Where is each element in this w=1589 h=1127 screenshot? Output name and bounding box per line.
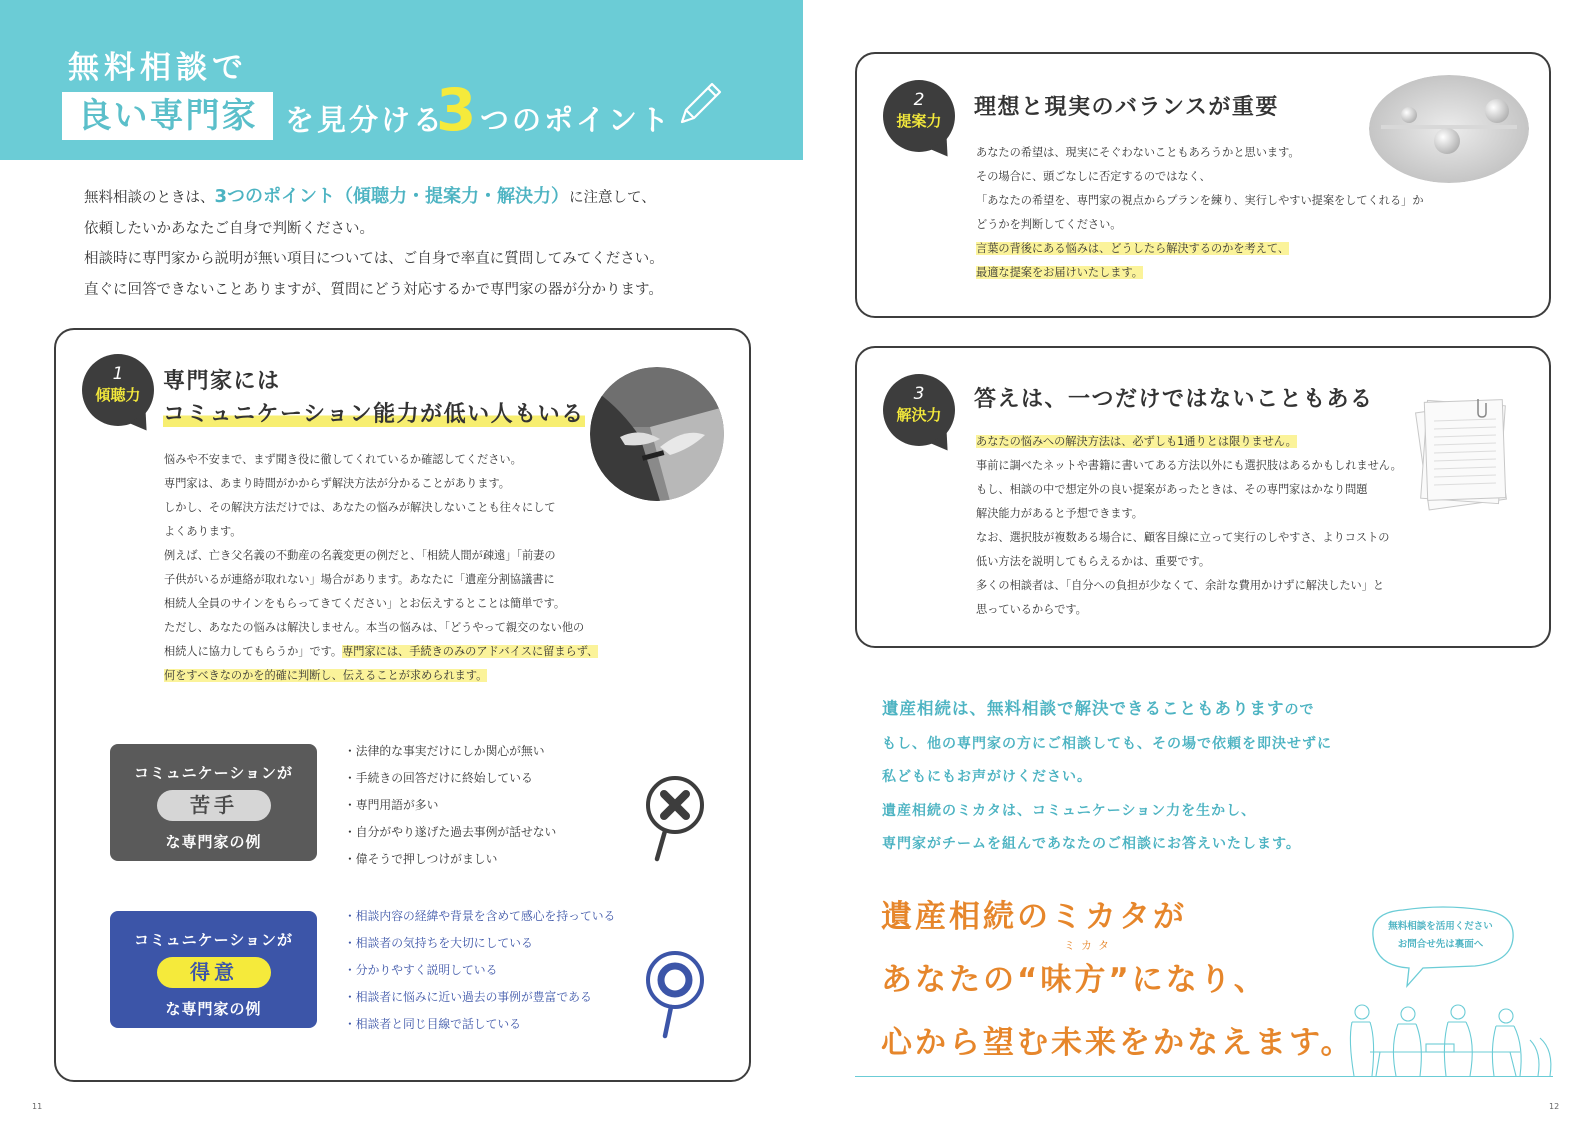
point3-badge: 3 解決力 xyxy=(883,374,955,446)
comm-good-pill: 得意 xyxy=(157,957,271,988)
list-item: ・法律的な事実だけにしか関心が無い xyxy=(344,744,545,758)
list-item: ・相談者に悩みに近い過去の事例が豊富である xyxy=(344,990,592,1004)
comm-bad-list xyxy=(344,738,556,873)
list-item: ・分かりやすく説明している xyxy=(344,963,498,977)
comm-good-list xyxy=(344,903,615,1038)
header-line1: 無料相談で xyxy=(68,50,248,86)
list-item: ・偉そうで押しつけがましい xyxy=(344,852,498,866)
slogan-ruby: ミカタ xyxy=(1064,939,1115,952)
meeting-photo xyxy=(590,367,724,501)
page-number-left: 11 xyxy=(32,1102,43,1111)
point2-body: あなたの希望は、現実にそぐわないこともあろうかと思います。 その場合に、頭ごなしに否定するのではなく、 「あなたの希望を、専門家の視点からプランを練り、実行しやすい提案をしてくれる」か どうかを判断してください。 言葉の背後にある悩みは、どうしたら解決するのかを考えて、 最適な提案をお届けいたします。 xyxy=(976,146,1424,279)
three-points-highlight: 3つのポイント（傾聴力・提案力・解決力） xyxy=(214,186,570,207)
point1-body: 悩みや不安まで、まず聞き役に徹してくれているか確認してください。 専門家は、あまり時間がかからず解決方法が分かることがあります。 しかし、その解決方法だけでは、あなたの悩みが解決しないことも往々にして よくあります。 例えば、亡き父名義の不動産の名義変更の例だと、「相続人間が疎遠」「前妻の 子供がいるが連絡が取れない」場合があります。あなたに「遺産分割協議書に 相続人全員のサインをもらってきてください」とお伝えするとことは簡単です。 ただし、あなたの悩みは解決しません。本当の悩みは、「どうやって親交のない他の 相続人に協力してもらうか」です。専門家には、手続きのみのアドバイスに留まらず、 何をすべきなのかを的確に判断し、伝えることが求められます。 xyxy=(164,453,599,682)
page-number-right: 12 xyxy=(1549,1102,1560,1111)
point1-title-line1: 専門家には xyxy=(163,369,281,394)
closing-text: 遺産相続は、無料相談で解決できることもありますので もし、他の専門家の方にご相談しても、その場で依頼を即決せずに 私どもにもお声がけください。 遺産相続のミカタは、コミュニケーション力を生かし、 専門家がチームを組んであなたのご相談にお答えいたします。 xyxy=(882,699,1332,852)
people-illustration xyxy=(1330,1000,1560,1080)
list-item: ・手続きの回答だけに終始している xyxy=(344,771,533,785)
list-item: ・自分がやり遂げた過去事例が話せない xyxy=(344,825,557,839)
point1-title-line2: コミュニケーション能力が低い人もいる xyxy=(163,402,585,427)
point1-badge: 1 傾聴力 xyxy=(82,354,154,426)
point3-title: 答えは、一つだけではないこともある xyxy=(974,387,1374,412)
point2-badge: 2 提案力 xyxy=(883,80,955,152)
list-item: ・相談者の気持ちを大切にしている xyxy=(344,936,533,950)
papers-icon xyxy=(1412,393,1514,513)
comm-bad-pill: 苦手 xyxy=(157,790,271,821)
header-text-b: つのポイント xyxy=(480,103,673,137)
intro-text: 無料相談のときは、3つのポイント（傾聴力・提案力・解決力）に注意して、 依頼したいかあなたご自身で判断ください。 相談時に専門家から説明が無い項目については、ご自身で率直に質問してみてください。 直ぐに回答できないことありますが、質問にどう対応するかで専門家の器が分かります。 xyxy=(84,186,664,298)
speech-bubble-text: 無料相談を活用ください お問合せ先は裏面へ xyxy=(1388,921,1493,950)
list-item: ・相談内容の経緯や背景を含めて感心を持っている xyxy=(344,909,616,923)
pencil-icon xyxy=(676,76,724,128)
slogan: 遺産相続のミカタが あなたの“味方”になり、 心から望む未来をかなえます。 xyxy=(881,899,1355,1061)
circle-magnifier-icon xyxy=(643,950,707,1040)
cross-magnifier-icon xyxy=(643,773,707,863)
comm-good-box: コミュニケーションが 得意 な専門家の例 xyxy=(110,911,317,1028)
comm-bad-box: コミュニケーションが 苦手 な専門家の例 xyxy=(110,744,317,861)
ground-line xyxy=(855,1076,1553,1077)
header-three: 3 xyxy=(436,76,477,144)
point2-title: 理想と現実のバランスが重要 xyxy=(974,95,1279,120)
header-highlight-box: 良い専門家 xyxy=(62,92,273,140)
list-item: ・専門用語が多い xyxy=(344,798,439,812)
point3-body: あなたの悩みへの解決方法は、必ずしも1通りとは限りません。 事前に調べたネットや書籍に書いてある方法以外にも選択肢はあるかもしれません。 もし、相談の中で想定外の良い提案があったときは、その専門家はかなり問題 解決能力があると予想できます。 なお、選択肢が複数ある場合に、顧客目線に立って実行のしやすさ、よりコストの 低い方法を説明してもらえるかは、重要です。 多くの相談者は、「自分への負担が少なくて、余計な費用かけずに解決したい」と 思っているからです。 xyxy=(976,435,1402,616)
list-item: ・相談者と同じ目線で話している xyxy=(344,1017,521,1031)
header-text-a: を見分ける xyxy=(285,103,446,137)
